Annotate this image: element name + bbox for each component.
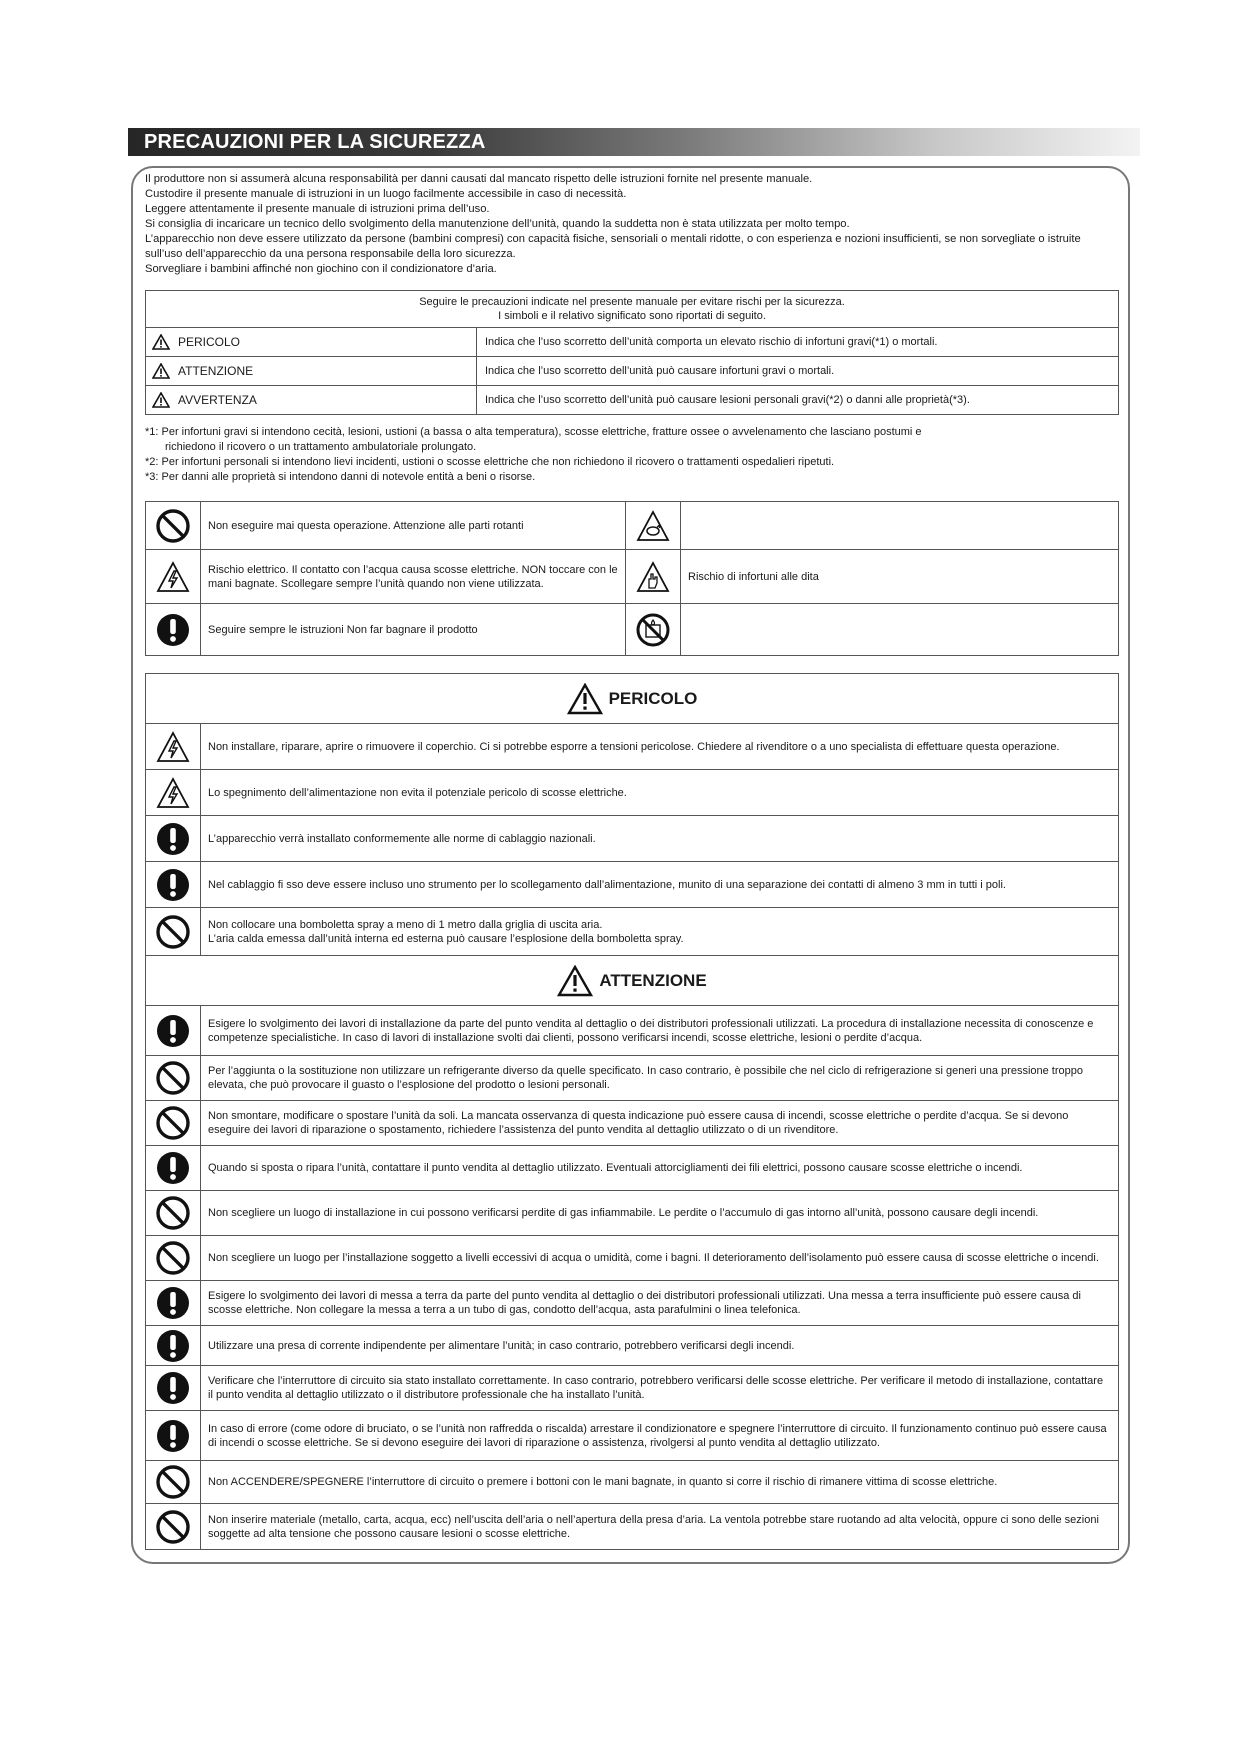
page-title: PRECAUZIONI PER LA SICUREZZA bbox=[144, 131, 486, 153]
electric-shock-icon bbox=[146, 770, 201, 816]
attenzione-text: Non scegliere un luogo per l’installazione soggetto a livelli eccessivi di acqua o umidità, come i bagni. Il deterioramento dell’isolamento può essere causa di scosse elettriche o incendi. bbox=[201, 1236, 1119, 1281]
legend-intro bbox=[146, 291, 1119, 328]
pericolo-row bbox=[146, 862, 1119, 908]
mandatory-icon bbox=[146, 1146, 201, 1191]
legend-label: ATTENZIONE bbox=[178, 364, 254, 378]
pericolo-row bbox=[146, 908, 1119, 956]
attenzione-row bbox=[146, 1006, 1119, 1056]
rotating-parts-icon bbox=[626, 502, 681, 550]
footnotes bbox=[145, 425, 1095, 485]
mandatory-icon bbox=[146, 1281, 201, 1326]
prohibit-icon bbox=[146, 502, 201, 550]
no-water-icon bbox=[626, 604, 681, 656]
prohibit-icon bbox=[146, 1504, 201, 1550]
electric-shock-icon bbox=[146, 724, 201, 770]
attenzione-title: ATTENZIONE bbox=[599, 970, 707, 990]
pericolo-row bbox=[146, 724, 1119, 770]
footnote-1-continued: richiedono il ricovero o un trattamento ambulatoriale prolungato. bbox=[165, 441, 477, 453]
attenzione-text: Non inserire materiale (metallo, carta, acqua, ecc) nell’uscita dell’aria o nell’apertura della presa d’aria. La ventola potrebbe stare ruotando ad alta velocità, oppure ci sono delle sezioni soggette ad alta tensione che possono causare lesioni o scosse elettriche. bbox=[201, 1504, 1119, 1550]
mandatory-icon bbox=[146, 604, 201, 656]
prohibit-icon bbox=[146, 908, 201, 956]
mandatory-icon bbox=[146, 816, 201, 862]
pericolo-row bbox=[146, 816, 1119, 862]
intro-line: Custodire il presente manuale di istruzioni in un luogo facilmente accessibile in caso di necessità. bbox=[145, 188, 627, 200]
mandatory-icon bbox=[146, 1326, 201, 1366]
attenzione-text: In caso di errore (come odore di bruciato, o se l’unità non raffredda o riscalda) arrestare il condizionatore e spegnere l’interruttore di circuito. Il funzionamento continuo può essere causa di incendi o scosse elettriche. Se si devono eseguire dei lavori di riparazione o assistenza, rivolgersi al punto vendita al dettaglio utilizzato. bbox=[201, 1411, 1119, 1461]
pericolo-text: Non collocare una bomboletta spray a meno di 1 metro dalla griglia di uscita aria. L’aria calda emessa dall’unità interna ed esterna può causare l’esplosione della bomboletta spray. bbox=[201, 908, 1119, 956]
safety-instructions-table bbox=[145, 673, 1119, 1550]
attenzione-text: Esigere lo svolgimento dei lavori di installazione da parte del punto vendita al dettaglio o dei distributori professionali utilizzati. La procedura di installazione necessita di conoscenze e competenze specialistiche. In caso di lavori di installazione svolti dai clienti, possono verificarsi incendi, scosse elettriche, lesioni o perdite d’acqua. bbox=[201, 1006, 1119, 1056]
warning-triangle-icon bbox=[152, 363, 170, 379]
warning-triangle-icon bbox=[557, 965, 599, 997]
attenzione-row bbox=[146, 1366, 1119, 1411]
attenzione-row bbox=[146, 1056, 1119, 1101]
intro-line: Il produttore non si assumerà alcuna responsabilità per danni causati dal mancato rispetto delle istruzioni fornite nel presente manuale. bbox=[145, 173, 813, 185]
legend-definition: Indica che l’uso scorretto dell’unità può causare lesioni personali gravi(*2) o danni alle proprietà(*3). bbox=[477, 386, 1119, 415]
legend-intro-line2: I simboli e il relativo significato sono riportati di seguito. bbox=[498, 310, 766, 322]
legend-row bbox=[146, 328, 1119, 357]
symbols-table bbox=[145, 501, 1119, 656]
prohibit-icon bbox=[146, 1461, 201, 1504]
finger-hazard-icon bbox=[626, 550, 681, 604]
attenzione-heading bbox=[146, 956, 1119, 1006]
mandatory-icon bbox=[146, 1411, 201, 1461]
symbol-description: Seguire sempre le istruzioni Non far bagnare il prodotto bbox=[201, 604, 626, 656]
footnote-3: *3: Per danni alle proprietà si intendono danni di notevole entità a beni o risorse. bbox=[145, 471, 536, 483]
symbol-description: Non eseguire mai questa operazione. Attenzione alle parti rotanti bbox=[201, 502, 626, 550]
symbol-description: Rischio di infortuni alle dita bbox=[681, 550, 1119, 604]
legend-row bbox=[146, 386, 1119, 415]
symbol-description-empty bbox=[681, 604, 1119, 656]
electric-shock-icon bbox=[146, 550, 201, 604]
pericolo-title: PERICOLO bbox=[608, 688, 698, 708]
mandatory-icon bbox=[146, 862, 201, 908]
prohibit-icon bbox=[146, 1101, 201, 1146]
attenzione-row bbox=[146, 1191, 1119, 1236]
pericolo-text: Nel cablaggio fi sso deve essere incluso uno strumento per lo scollegamento dall’alimentazione, munito di una separazione dei contatti di almeno 3 mm in tutti i poli. bbox=[201, 862, 1119, 908]
legend-definition: Indica che l’uso scorretto dell’unità comporta un elevato rischio di infortuni gravi(*1) o mortali. bbox=[477, 328, 1119, 357]
symbol-description: Rischio elettrico. Il contatto con l’acqua causa scosse elettriche. NON toccare con le mani bagnate. Scollegare sempre l’unità quando non viene utilizzata. bbox=[201, 550, 626, 604]
attenzione-row bbox=[146, 1146, 1119, 1191]
pericolo-text: Non installare, riparare, aprire o rimuovere il coperchio. Ci si potrebbe esporre a tensioni pericolose. Chiedere al rivenditore o a uno specialista di effettuare questa operazione. bbox=[201, 724, 1119, 770]
intro-line: Si consiglia di incaricare un tecnico dello svolgimento della manutenzione dell’unità, quando la suddetta non è stata utilizzata per molto tempo. bbox=[145, 218, 850, 230]
attenzione-row bbox=[146, 1326, 1119, 1366]
symbol-description-empty bbox=[681, 502, 1119, 550]
attenzione-text: Verificare che l’interruttore di circuito sia stato installato correttamente. In caso contrario, potrebbero verificarsi delle scosse elettriche. Per verificare il metodo di installazione, contattare il punto vendita al dettaglio utilizzato o il distributore professionale che ha installato l’unità. bbox=[201, 1366, 1119, 1411]
mandatory-icon bbox=[146, 1006, 201, 1056]
footnote-1: *1: Per infortuni gravi si intendono cecità, lesioni, ustioni (a bassa o alta temperatura), scosse elettriche, fratture ossee o avvelenamento che lasciano postumi e bbox=[145, 426, 922, 438]
prohibit-icon bbox=[146, 1236, 201, 1281]
legend-label: AVVERTENZA bbox=[178, 393, 257, 407]
legend-definition: Indica che l’uso scorretto dell’unità può causare infortuni gravi o mortali. bbox=[477, 357, 1119, 386]
prohibit-icon bbox=[146, 1191, 201, 1236]
attenzione-text: Non ACCENDERE/SPEGNERE l’interruttore di circuito o premere i bottoni con le mani bagnate, in quanto si corre il rischio di rimanere vittima di scosse elettriche. bbox=[201, 1461, 1119, 1504]
attenzione-text: Per l’aggiunta o la sostituzione non utilizzare un refrigerante diverso da quelle specificato. In caso contrario, è possibile che nel ciclo di refrigerazione si generi una pressione troppo elevata, che può provocare il guasto o l’esplosione del prodotto o lesioni personali. bbox=[201, 1056, 1119, 1101]
warning-triangle-icon bbox=[152, 392, 170, 408]
pericolo-row bbox=[146, 770, 1119, 816]
attenzione-row bbox=[146, 1236, 1119, 1281]
attenzione-row bbox=[146, 1101, 1119, 1146]
legend-label: PERICOLO bbox=[178, 335, 241, 349]
attenzione-text: Non scegliere un luogo di installazione in cui possono verificarsi perdite di gas infiammabile. Le perdite o l’accumulo di gas intorno all’unità, possono causare degli incendi. bbox=[201, 1191, 1119, 1236]
attenzione-text: Esigere lo svolgimento dei lavori di messa a terra da parte del punto vendita al dettaglio o dei distributori professionali utilizzati. Una messa a terra insufficiente può essere causa di scosse elettriche. Non collegare la messa a terra a un tubo di gas, condotto dell’acqua, asta parafulmini o linea telefonica. bbox=[201, 1281, 1119, 1326]
attenzione-row bbox=[146, 1504, 1119, 1550]
intro-paragraphs bbox=[145, 172, 1105, 277]
intro-line: L’apparecchio non deve essere utilizzato da persone (bambini compresi) con capacità fisiche, sensoriali o mentali ridotte, o con esperienza e nozioni insufficienti, se non sorvegliate o istruite sull’uso dell’apparecchio da una persona responsabile della loro sicurezza. bbox=[145, 233, 1081, 260]
pericolo-text: L’apparecchio verrà installato conformemente alle norme di cablaggio nazionali. bbox=[201, 816, 1119, 862]
warning-triangle-icon bbox=[152, 334, 170, 350]
attenzione-text: Quando si sposta o ripara l’unità, contattare il punto vendita al dettaglio utilizzato. Eventuali attorcigliamenti dei fili elettrici, possono causare scosse elettriche o incendi. bbox=[201, 1146, 1119, 1191]
intro-line: Leggere attentamente il presente manuale di istruzioni prima dell’uso. bbox=[145, 203, 490, 215]
attenzione-text: Utilizzare una presa di corrente indipendente per alimentare l’unità; in caso contrario, potrebbero verificarsi degli incendi. bbox=[201, 1326, 1119, 1366]
warning-triangle-icon bbox=[567, 683, 609, 715]
legend-intro-line1: Seguire le precauzioni indicate nel presente manuale per evitare rischi per la sicurezza. bbox=[419, 296, 845, 308]
footnote-2: *2: Per infortuni personali si intendono lievi incidenti, ustioni o scosse elettriche che non richiedono il ricovero o trattamenti ospedalieri ripetuti. bbox=[145, 456, 835, 468]
legend-row bbox=[146, 357, 1119, 386]
prohibit-icon bbox=[146, 1056, 201, 1101]
attenzione-row bbox=[146, 1411, 1119, 1461]
mandatory-icon bbox=[146, 1366, 201, 1411]
pericolo-text: Lo spegnimento dell’alimentazione non evita il potenziale pericolo di scosse elettriche. bbox=[201, 770, 1119, 816]
hazard-legend-table bbox=[145, 290, 1119, 415]
intro-line: Sorvegliare i bambini affinché non giochino con il condizionatore d’aria. bbox=[145, 263, 497, 275]
attenzione-row bbox=[146, 1461, 1119, 1504]
attenzione-row bbox=[146, 1281, 1119, 1326]
section-banner bbox=[128, 128, 1140, 156]
attenzione-text: Non smontare, modificare o spostare l’unità da soli. La mancata osservanza di questa indicazione può essere causa di incendi, scosse elettriche o perdite d’acqua. Se si devono eseguire dei lavori di riparazione o spostamento, richiedere l’assistenza del punto vendita al dettaglio utilizzato o di un rivenditore. bbox=[201, 1101, 1119, 1146]
pericolo-heading bbox=[146, 674, 1119, 724]
